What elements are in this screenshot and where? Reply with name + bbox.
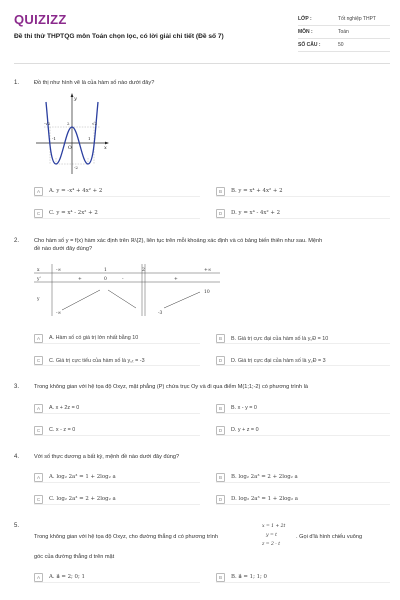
option-d[interactable] bbox=[216, 425, 390, 436]
origin-label: O bbox=[68, 146, 72, 151]
option-letter-box[interactable]: C bbox=[34, 495, 43, 504]
table-yp-zero: 0 bbox=[104, 277, 107, 282]
option-a[interactable] bbox=[34, 472, 200, 483]
y-axis-arrow bbox=[71, 93, 74, 97]
option-letter-box[interactable]: B bbox=[216, 573, 225, 582]
question-number: 3. bbox=[14, 384, 20, 390]
option-letter-box[interactable]: B bbox=[216, 187, 225, 196]
table-x-neg-inf: -∞ bbox=[56, 268, 62, 273]
option-b[interactable] bbox=[216, 403, 390, 414]
option-text: A. Hàm số có giá trị lớn nhất bằng 10 bbox=[49, 335, 139, 341]
option-letter-box[interactable]: B bbox=[216, 404, 225, 413]
system-line-z: z = 2 - t bbox=[262, 542, 281, 547]
table-y-label: y bbox=[37, 297, 40, 302]
option-letter-box[interactable]: C bbox=[34, 426, 43, 435]
option-letter-box[interactable]: A bbox=[34, 187, 43, 196]
meta-value: Tốt nghiệp THPT bbox=[338, 16, 376, 22]
option-text: A. log₂ 2a³ = 1 + 2log₂ a bbox=[49, 474, 116, 480]
option-b[interactable] bbox=[216, 472, 390, 483]
table-x-label: x bbox=[37, 268, 40, 273]
table-yp-label: y' bbox=[37, 277, 41, 282]
option-text: C. x - z = 0 bbox=[49, 427, 76, 433]
option-letter-box[interactable]: C bbox=[34, 356, 43, 365]
question-number: 1. bbox=[14, 80, 20, 86]
meta-key: SỐ CÂU : bbox=[298, 42, 321, 48]
tick-x-neg1: -1 bbox=[52, 136, 56, 141]
option-text: D. y + z = 0 bbox=[231, 427, 259, 433]
system-line-y: y = t bbox=[266, 533, 277, 538]
option-letter-box[interactable]: D bbox=[216, 426, 225, 435]
meta-key: LỚP : bbox=[298, 16, 312, 22]
question-number: 2. bbox=[14, 238, 20, 244]
x-label: x bbox=[104, 145, 107, 151]
quizizz-logo: QUIZIZZ bbox=[14, 12, 67, 27]
question-number: 4. bbox=[14, 454, 20, 460]
meta-row-count bbox=[298, 39, 390, 52]
option-text: C. y = x⁴ - 2x² + 2 bbox=[49, 210, 98, 216]
option-text: A. x + 2z = 0 bbox=[49, 405, 80, 411]
parametric-system bbox=[262, 522, 285, 549]
table-yp-minus: - bbox=[122, 277, 124, 282]
table-yp-plus: + bbox=[78, 277, 82, 282]
variation-table bbox=[34, 264, 220, 316]
option-letter-box[interactable]: A bbox=[34, 334, 43, 343]
option-text: B. Giá trị cực đại của hàm số là y꜀Đ = 10 bbox=[231, 336, 329, 342]
question-text-line2: đề nào dưới đây đúng? bbox=[34, 246, 93, 252]
option-d[interactable] bbox=[216, 494, 390, 505]
table-y-neg3: -3 bbox=[158, 311, 163, 316]
question-text-line1: Cho hàm số y = f(x) hàm xác định trên ℝ\{2}, liên tục trên mỗi khoảng xác định và có bảng biến thiên như sau. Mệnh bbox=[34, 238, 323, 244]
meta-row-subject bbox=[298, 26, 390, 39]
system-line-x: x = 1 + 2t bbox=[262, 524, 286, 529]
meta-value: 50 bbox=[338, 42, 344, 48]
tick-y-neg2: -2 bbox=[74, 165, 78, 170]
option-text: A. y = -x⁴ + 4x² + 2 bbox=[49, 188, 103, 194]
header-divider bbox=[14, 63, 390, 64]
option-c[interactable] bbox=[34, 208, 200, 219]
meta-value: Toán bbox=[338, 29, 349, 35]
option-letter-box[interactable]: A bbox=[34, 573, 43, 582]
meta-row-grade bbox=[298, 13, 390, 26]
option-b[interactable] bbox=[216, 572, 390, 583]
option-text: D. y = x⁴ - 4x² + 2 bbox=[231, 210, 280, 216]
tick-x-sqrt2: √2 bbox=[92, 121, 98, 126]
question-text-tail: . Gọi d'là hình chiếu vuông bbox=[296, 534, 363, 540]
question-text: Đồ thị như hình vẽ là của hàm số nào dưới đây? bbox=[34, 80, 155, 86]
table-x-2: 2 bbox=[142, 268, 145, 273]
table-y-10: 10 bbox=[204, 290, 210, 295]
option-letter-box[interactable]: D bbox=[216, 209, 225, 218]
option-letter-box[interactable]: D bbox=[216, 495, 225, 504]
option-a[interactable] bbox=[34, 333, 200, 344]
option-text: B. y = x⁴ + 4x² + 2 bbox=[231, 188, 283, 194]
option-c[interactable] bbox=[34, 494, 200, 505]
question-text-line1: Trong không gian với hệ tọa độ Oxyz, cho đường thẳng d có phương trình bbox=[34, 534, 219, 540]
option-letter-box[interactable]: A bbox=[34, 404, 43, 413]
meta-table bbox=[298, 13, 390, 52]
y-label: y bbox=[74, 96, 77, 102]
meta-key: MÔN : bbox=[298, 29, 313, 35]
question-text-line2: góc của đường thẳng d trên mặt bbox=[34, 554, 115, 560]
option-letter-box[interactable]: A bbox=[34, 473, 43, 482]
option-text: A. a⃗ = 2; 0; 1 bbox=[49, 574, 85, 580]
table-x-1: 1 bbox=[104, 268, 107, 273]
option-b[interactable] bbox=[216, 186, 390, 197]
option-letter-box[interactable]: C bbox=[34, 209, 43, 218]
table-x-pos-inf: +∞ bbox=[204, 268, 212, 273]
option-a[interactable] bbox=[34, 572, 200, 583]
question-text: Với số thực dương a bất kỳ, mệnh đề nào dưới đây đúng? bbox=[34, 454, 180, 460]
option-b[interactable] bbox=[216, 333, 390, 344]
tick-y-2: 2 bbox=[67, 121, 70, 126]
option-letter-box[interactable]: B bbox=[216, 334, 225, 343]
option-letter-box[interactable]: D bbox=[216, 356, 225, 365]
option-text: D. log₂ 2a³ = 1 + 2log₂ a bbox=[231, 496, 298, 502]
tick-x-1: 1 bbox=[88, 136, 91, 141]
option-text: C. log₂ 2a³ = 2 + 2log₂ a bbox=[49, 496, 116, 502]
option-a[interactable] bbox=[34, 186, 200, 197]
question-number: 5. bbox=[14, 523, 20, 529]
option-text: B. log₂ 2a³ = 2 + 2log₂ a bbox=[231, 474, 298, 480]
option-d[interactable] bbox=[216, 355, 390, 366]
option-text: C. Giá trị cực tiểu của hàm số là y꜀ₜ = -3 bbox=[49, 358, 145, 364]
question-text: Trong không gian với hệ tọa độ Oxyz, mặt phẳng (P) chứa trục Oy và đi qua điểm M(1;1;-2) có phương trình là bbox=[34, 384, 308, 390]
option-text: B. a⃗ = 1; 1; 0 bbox=[231, 574, 267, 580]
x-axis-arrow bbox=[105, 142, 109, 145]
function-graph bbox=[34, 92, 110, 176]
option-d[interactable] bbox=[216, 208, 390, 219]
option-c[interactable] bbox=[34, 425, 200, 436]
tick-x-neg-sqrt2: -√2 bbox=[44, 121, 51, 126]
option-text: B. x - y = 0 bbox=[231, 405, 257, 411]
option-letter-box[interactable]: B bbox=[216, 473, 225, 482]
table-yp-plus2: + bbox=[174, 277, 178, 282]
table-y-neg-inf: -∞ bbox=[56, 311, 62, 316]
option-a[interactable] bbox=[34, 403, 200, 414]
option-text: D. Giá trị cực đại của hàm số là y꜀Đ = 3 bbox=[231, 358, 326, 364]
variation-arrows bbox=[62, 290, 200, 310]
document-title: Đề thi thử THPTQG môn Toán chọn lọc, có lời giải chi tiết (Đề số 7) bbox=[14, 33, 224, 40]
option-c[interactable] bbox=[34, 355, 200, 366]
